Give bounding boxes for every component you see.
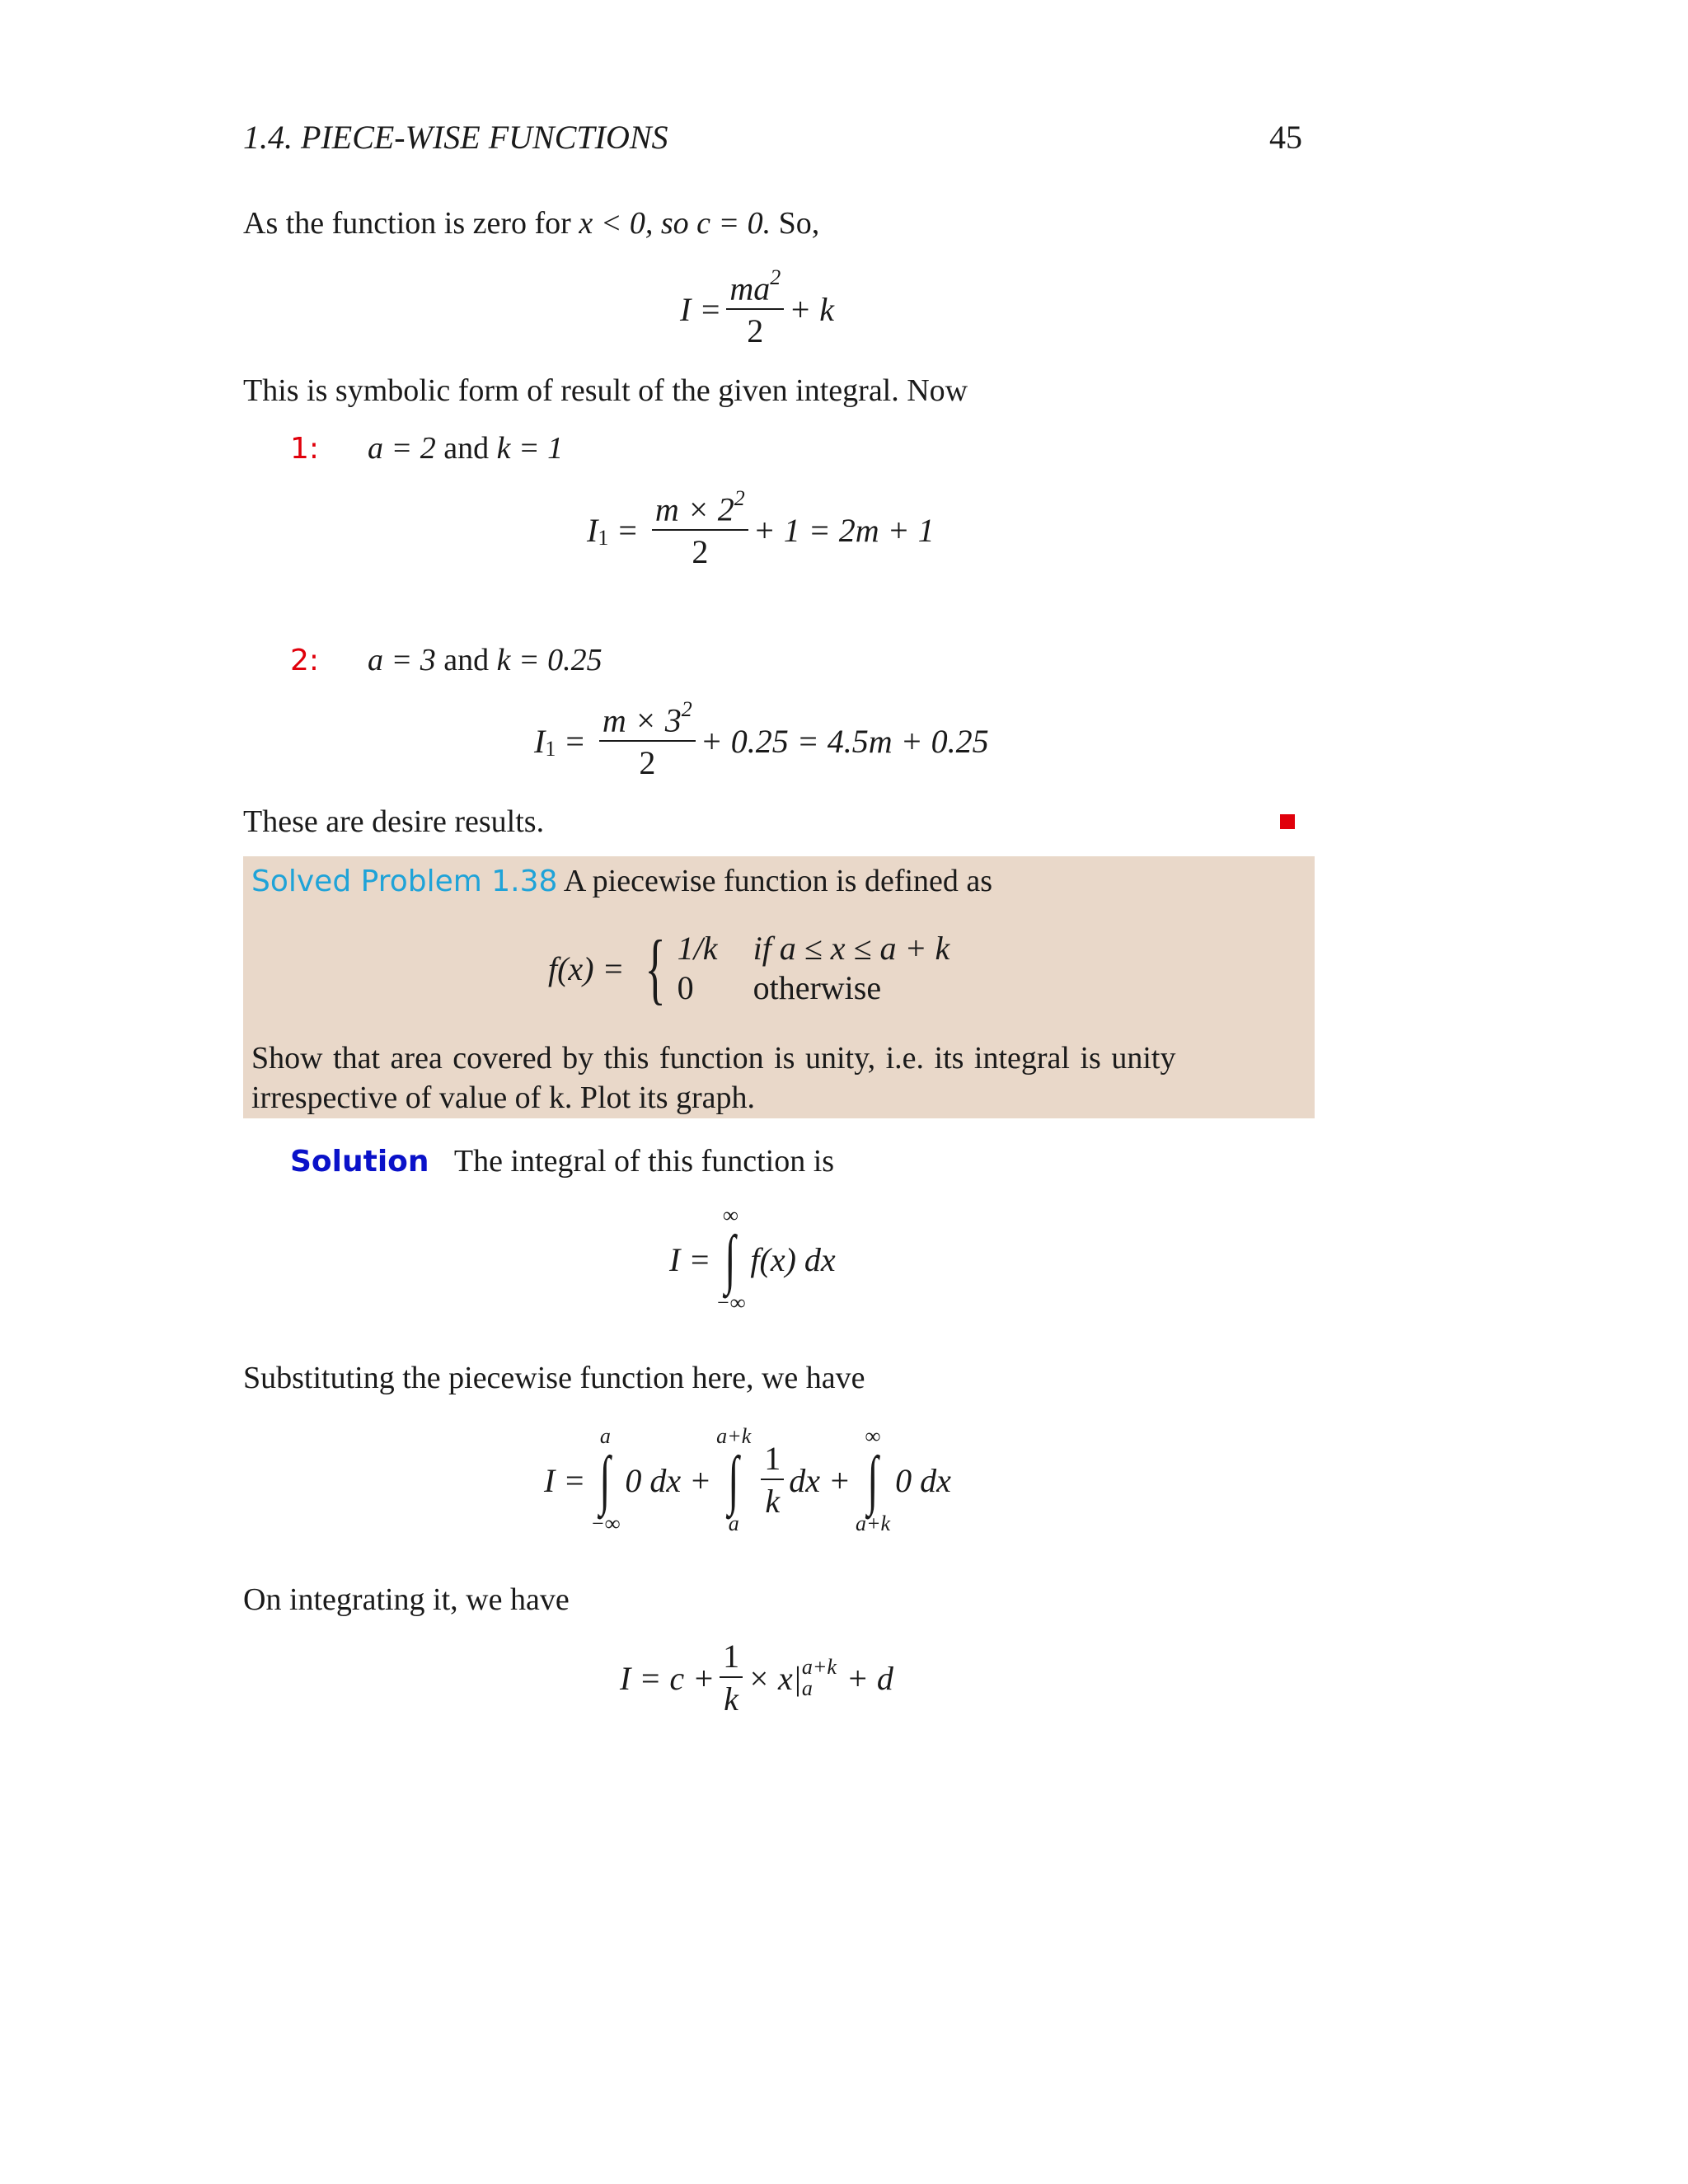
case1-a-value: a = 2	[368, 431, 436, 466]
problem-statement-line1: Show that area covered by this function is unity, i.e. its integral is unity	[251, 1041, 1176, 1076]
integral-icon: ∫	[724, 1223, 736, 1296]
case1-lhs: I	[587, 511, 598, 549]
left-brace-icon: {	[644, 924, 666, 1012]
substituting-text: Substituting the piecewise function here, we have	[243, 1361, 865, 1395]
results-text: These are desire results.	[243, 804, 545, 839]
equation-integral-sum	[544, 1426, 951, 1535]
i3-lower-limit: a+k	[856, 1511, 891, 1535]
case2-a-value: a = 3	[368, 643, 436, 677]
case2-equals: =	[565, 722, 584, 760]
int-lower-limit: −∞	[715, 1291, 746, 1315]
final-fraction	[720, 1640, 743, 1716]
solution-line	[290, 1146, 834, 1177]
case1-numerator-exponent: 2	[734, 486, 745, 510]
section-header: 1.4. PIECE-WISE FUNCTIONS	[243, 119, 668, 156]
eq1-numerator-exponent: 2	[770, 265, 781, 289]
case2-numerator-exponent: 2	[681, 697, 692, 721]
page-number: 45	[1269, 119, 1302, 156]
int-upper-limit: ∞	[723, 1203, 738, 1227]
qed-square-icon	[1280, 814, 1295, 829]
case1-label: 1:	[290, 432, 320, 466]
case1-denominator: 2	[692, 533, 709, 571]
integral-1-icon: ∫	[599, 1444, 611, 1516]
row1-condition: if a ≤ x ≤ a + k	[753, 930, 950, 967]
case2-rest: + 0.25 = 4.5m + 0.25	[700, 722, 989, 760]
i2-upper-limit: a+k	[716, 1424, 752, 1448]
equation-case1	[587, 486, 935, 571]
i2-denominator: k	[765, 1483, 781, 1520]
integrating-text: On integrating it, we have	[243, 1582, 570, 1617]
case1-line	[290, 433, 563, 464]
i1-integrand: 0 dx +	[625, 1461, 712, 1499]
final-lhs: I = c +	[620, 1659, 715, 1697]
case2-k-value: k = 0.25	[496, 643, 603, 677]
problem-title: Solved Problem 1.38	[251, 865, 558, 898]
int-lhs: I =	[669, 1240, 711, 1278]
case1-and: and	[443, 431, 490, 466]
equation-case2	[534, 697, 989, 782]
case2-numerator: m × 3	[602, 701, 682, 739]
intro-tail: So,	[778, 206, 820, 241]
row1-value: 1/k	[677, 930, 718, 967]
eq1-rest: + k	[789, 290, 834, 328]
integral-3	[856, 1426, 890, 1535]
case1-rest: + 1 = 2m + 1	[753, 511, 935, 549]
problem-heading	[251, 865, 992, 897]
sum-lhs: I =	[544, 1461, 586, 1499]
piecewise-fx: f(x) =	[548, 949, 625, 987]
equation-final	[620, 1640, 893, 1716]
case1-lhs-subscript: 1	[598, 526, 609, 551]
eq1-denominator: 2	[747, 312, 764, 350]
intro-sentence: As the function is zero for	[243, 206, 571, 241]
integral-3-icon: ∫	[867, 1444, 879, 1516]
solution-label: Solution	[290, 1145, 429, 1179]
integral-2-icon: ∫	[728, 1444, 739, 1516]
problem-statement-line2: irrespective of value of k. Plot its graph.	[251, 1080, 756, 1115]
eq1-numerator: ma	[729, 269, 771, 307]
final-rest: + d	[846, 1659, 893, 1697]
integral-2	[716, 1426, 751, 1535]
i2-fraction	[761, 1442, 784, 1518]
i3-upper-limit: ∞	[865, 1424, 881, 1448]
case1-k-value: k = 1	[496, 431, 564, 466]
equation-integral	[669, 1205, 836, 1314]
equation-symbolic-result	[680, 265, 834, 350]
case2-lhs-subscript: 1	[545, 737, 556, 762]
final-upper: a+k	[801, 1655, 837, 1679]
solution-text: The integral of this function is	[453, 1144, 835, 1179]
final-evaluation-limits	[802, 1657, 837, 1699]
case2-fraction	[599, 697, 696, 782]
final-denominator: k	[724, 1680, 738, 1718]
i2-tail: dx +	[789, 1461, 851, 1499]
i2-lower-limit: a	[728, 1511, 739, 1535]
int-integrand: f(x) dx	[750, 1240, 836, 1278]
intro-condition: x < 0, so c = 0.	[579, 206, 771, 241]
eq1-lhs: I =	[680, 290, 722, 328]
case2-label: 2:	[290, 644, 320, 677]
row2-condition: otherwise	[753, 969, 882, 1006]
intro-line	[243, 208, 819, 239]
problem-intro: A piecewise function is defined as	[563, 864, 993, 898]
integral-1	[590, 1426, 620, 1535]
integral-sign	[715, 1205, 745, 1314]
final-lower: a	[801, 1676, 813, 1700]
i1-lower-limit: −∞	[590, 1511, 621, 1535]
case2-denominator: 2	[639, 744, 656, 782]
row2-value: 0	[677, 969, 694, 1006]
piecewise-row-1	[678, 929, 950, 968]
case1-equals: =	[618, 511, 637, 549]
case2-lhs: I	[534, 722, 546, 760]
final-numerator: 1	[720, 1640, 743, 1678]
case2-line	[290, 644, 603, 676]
piecewise-definition	[548, 923, 950, 1014]
case2-and: and	[443, 643, 490, 677]
case1-fraction	[652, 486, 748, 571]
i3-integrand: 0 dx	[895, 1461, 951, 1499]
final-mid: × x|	[748, 1659, 802, 1697]
eq1-fraction	[726, 265, 784, 350]
symbolic-form-text: This is symbolic form of result of the given integral. Now	[243, 373, 968, 408]
case1-numerator: m × 2	[654, 490, 734, 528]
i2-numerator: 1	[761, 1442, 784, 1480]
i1-upper-limit: a	[599, 1424, 611, 1448]
piecewise-cases	[678, 929, 950, 1008]
piecewise-row-2	[678, 968, 950, 1008]
